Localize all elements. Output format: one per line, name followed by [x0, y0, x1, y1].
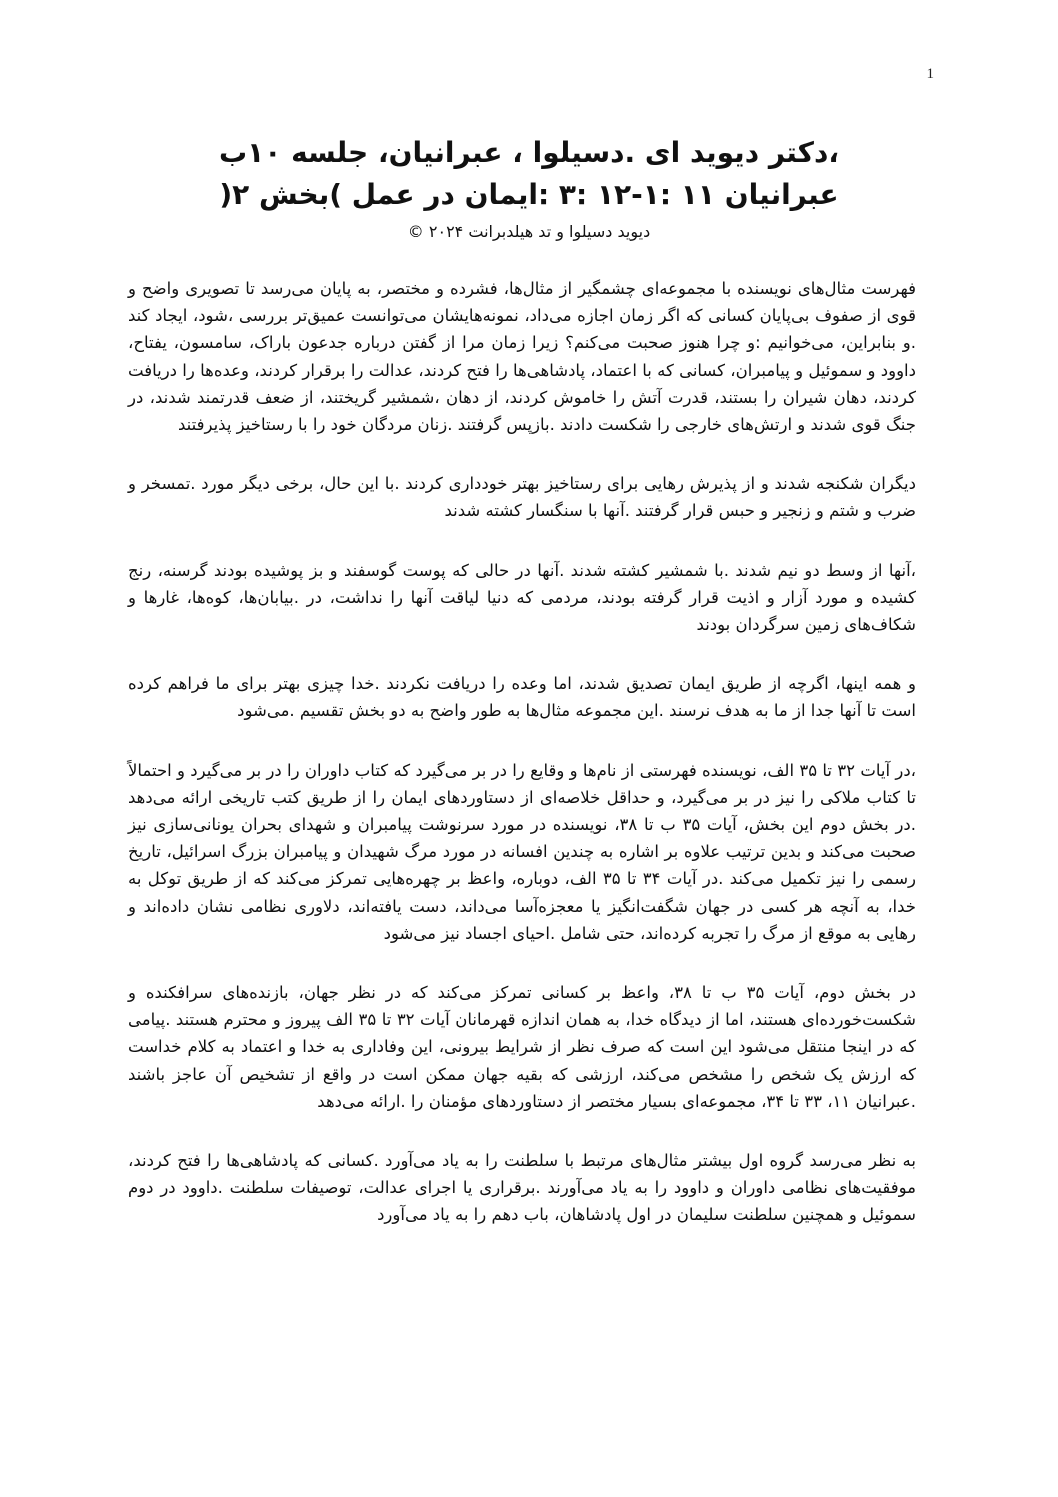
paragraph-2: دیگران شکنجه شدند و از پذیرش رهایی برای رستاخیز بهتر خودداری کردند .با این حال، برخی دیگر مورد .تمسخر و ضرب و شتم و زنجیر و حبس قرار گرفتند .آنها با سنگسار کشته شدند — [128, 474, 916, 521]
paragraph-1: فهرست مثال‌های نویسنده با مجموعه‌ای چشمگیر از مثال‌ها، فشرده و مختصر، به پایان می‌رسد تا تصویری واضح و قوی از صفوف بی‌پایان کسانی که اگر زمان اجازه می‌داد، نمونه‌هایشان می‌توانست عمیق‌تر بررسی ،شود، ایجاد کند .و بنابراین، می‌خوانیم :و چرا هنوز صحبت می‌کنم؟ زیرا زمان مرا از گفتن درباره جدعون باراک، سامسون، یفتاح، داوود و سموئیل و پیامبران، کسانی که با اعتماد، پادشاهی‌ها را فتح کردند، عدالت را برقرار کردند، وعده‌ها را دریافت کردند، دهان شیران را بستند، قدرت آتش را خاموش کردند، از دهان ،شمشیر گریختند، از ضعف قدرتمند شدند، در جنگ قوی شدند و ارتش‌های خارجی را شکست دادند .بازپس گرفتند .زنان مردگان خود را با رستاخیز پذیرفتند — [128, 279, 916, 435]
title-line-1: ،دکتر دیوید ای .دسیلوا ، عبرانیان، جلسه ۱۰ب — [219, 136, 839, 169]
paragraph-6: در بخش دوم، آیات ۳۵ ب تا ۳۸، واعظ بر کسانی تمرکز می‌کند که در نظر جهان، بازنده‌های سرافکنده و شکست‌خورده‌ای هستند، اما از دیدگاه خدا، به همان اندازه قهرمانان آیات ۳۲ تا ۳۵ الف پیروز و محترم هستند .پیامی که در اینجا منتقل می‌شود این است که صرف نظر از شرایط بیرونی، این وفاداری به خدا و اعتماد به کلام خداست که ارزش یک شخص را مشخص می‌کند، ارزشی که بقیه جهان ممکن است در واقع از تشخیص آن عاجز باشند .عبرانیان ۱۱، ۳۳ تا ۳۴، مجموعه‌ای بسیار مختصر از دستاوردهای مؤمنان را .ارائه می‌دهد — [128, 983, 917, 1111]
copyright-line: دیوید دسیلوا و تد هیلدبرانت ۲۰۲۴ © — [407, 222, 651, 241]
paragraph-7: به نظر می‌رسد گروه اول بیشتر مثال‌های مرتبط با سلطنت را به یاد می‌آورد .کسانی که پادشاهی‌ها را فتح کردند، موفقیت‌های نظامی داوران و داوود را به یاد می‌آورند .برقراری یا اجرای عدالت، توصیفات سلطنت .داوود در دوم سموئیل و همچنین سلطنت سلیمان در اول پادشاهان، باب دهم را به یاد می‌آورد — [128, 1151, 916, 1225]
paragraph-3: ،آنها از وسط دو نیم شدند .با شمشیر کشته شدند .آنها در حالی که پوست گوسفند و بز پوشیده بودند گرسنه، رنج کشیده و مورد آزار و اذیت قرار گرفته بودند، مردمی که دنیا لیاقت آنها را نداشت، در .بیابان‌ها، کوه‌ها، غارها و شکاف‌های زمین سرگردان بودند — [128, 560, 916, 635]
page-number: 1 — [926, 66, 934, 82]
paragraph-4: و همه اینها، اگرچه از طریق ایمان تصدیق شدند، اما وعده را دریافت نکردند .خدا چیزی بهتر برای ما فراهم کرده است تا آنها جدا از ما به هدف نرسند .این مجموعه مثال‌ها به طور واضح به دو بخش تقسیم .می‌شود — [128, 674, 916, 721]
paragraph-5: ،در آیات ۳۲ تا ۳۵ الف، نویسنده فهرستی از نام‌ها و وقایع را در بر می‌گیرد که کتاب داوران را در بر می‌گیرد و احتمالاً تا کتاب ملاکی را نیز در بر می‌گیرد، و حداقل خلاصه‌ای از دستاوردهای ایمان را از طریق کتب تاریخی ارائه می‌دهد .در بخش دوم این بخش، آیات ۳۵ ب تا ۳۸، نویسنده در مورد سرنوشت پیامبران و شهدای بحران یونانی‌سازی نیز صحبت می‌کند و بدین ترتیب علاوه بر اشاره به چندین افسانه در مورد مرگ شهیدان و پیامبران بزرگ اسرائیل، تاریخ رسمی را نیز تکمیل می‌کند .در آیات ۳۴ تا ۳۵ الف، دوباره، واعظ بر چهره‌هایی تمرکز می‌کند که از طریق توکل به خدا، به آنچه هر کسی در جهان شگفت‌انگیز یا معجزه‌آسا می‌داند، دست یافته‌اند، دلاوری نظامی نشان داده‌اند و رهایی به موقع از مرگ را تجربه کرده‌اند، حتی شامل .احیای اجساد نیز می‌شود — [128, 760, 917, 943]
document-body — [128, 275, 916, 1261]
title-line-2: عبرانیان ۱۱ :۱-۱۲ :۳ :ایمان در عمل )بخش ۲( — [219, 178, 839, 211]
document-header — [120, 132, 938, 246]
